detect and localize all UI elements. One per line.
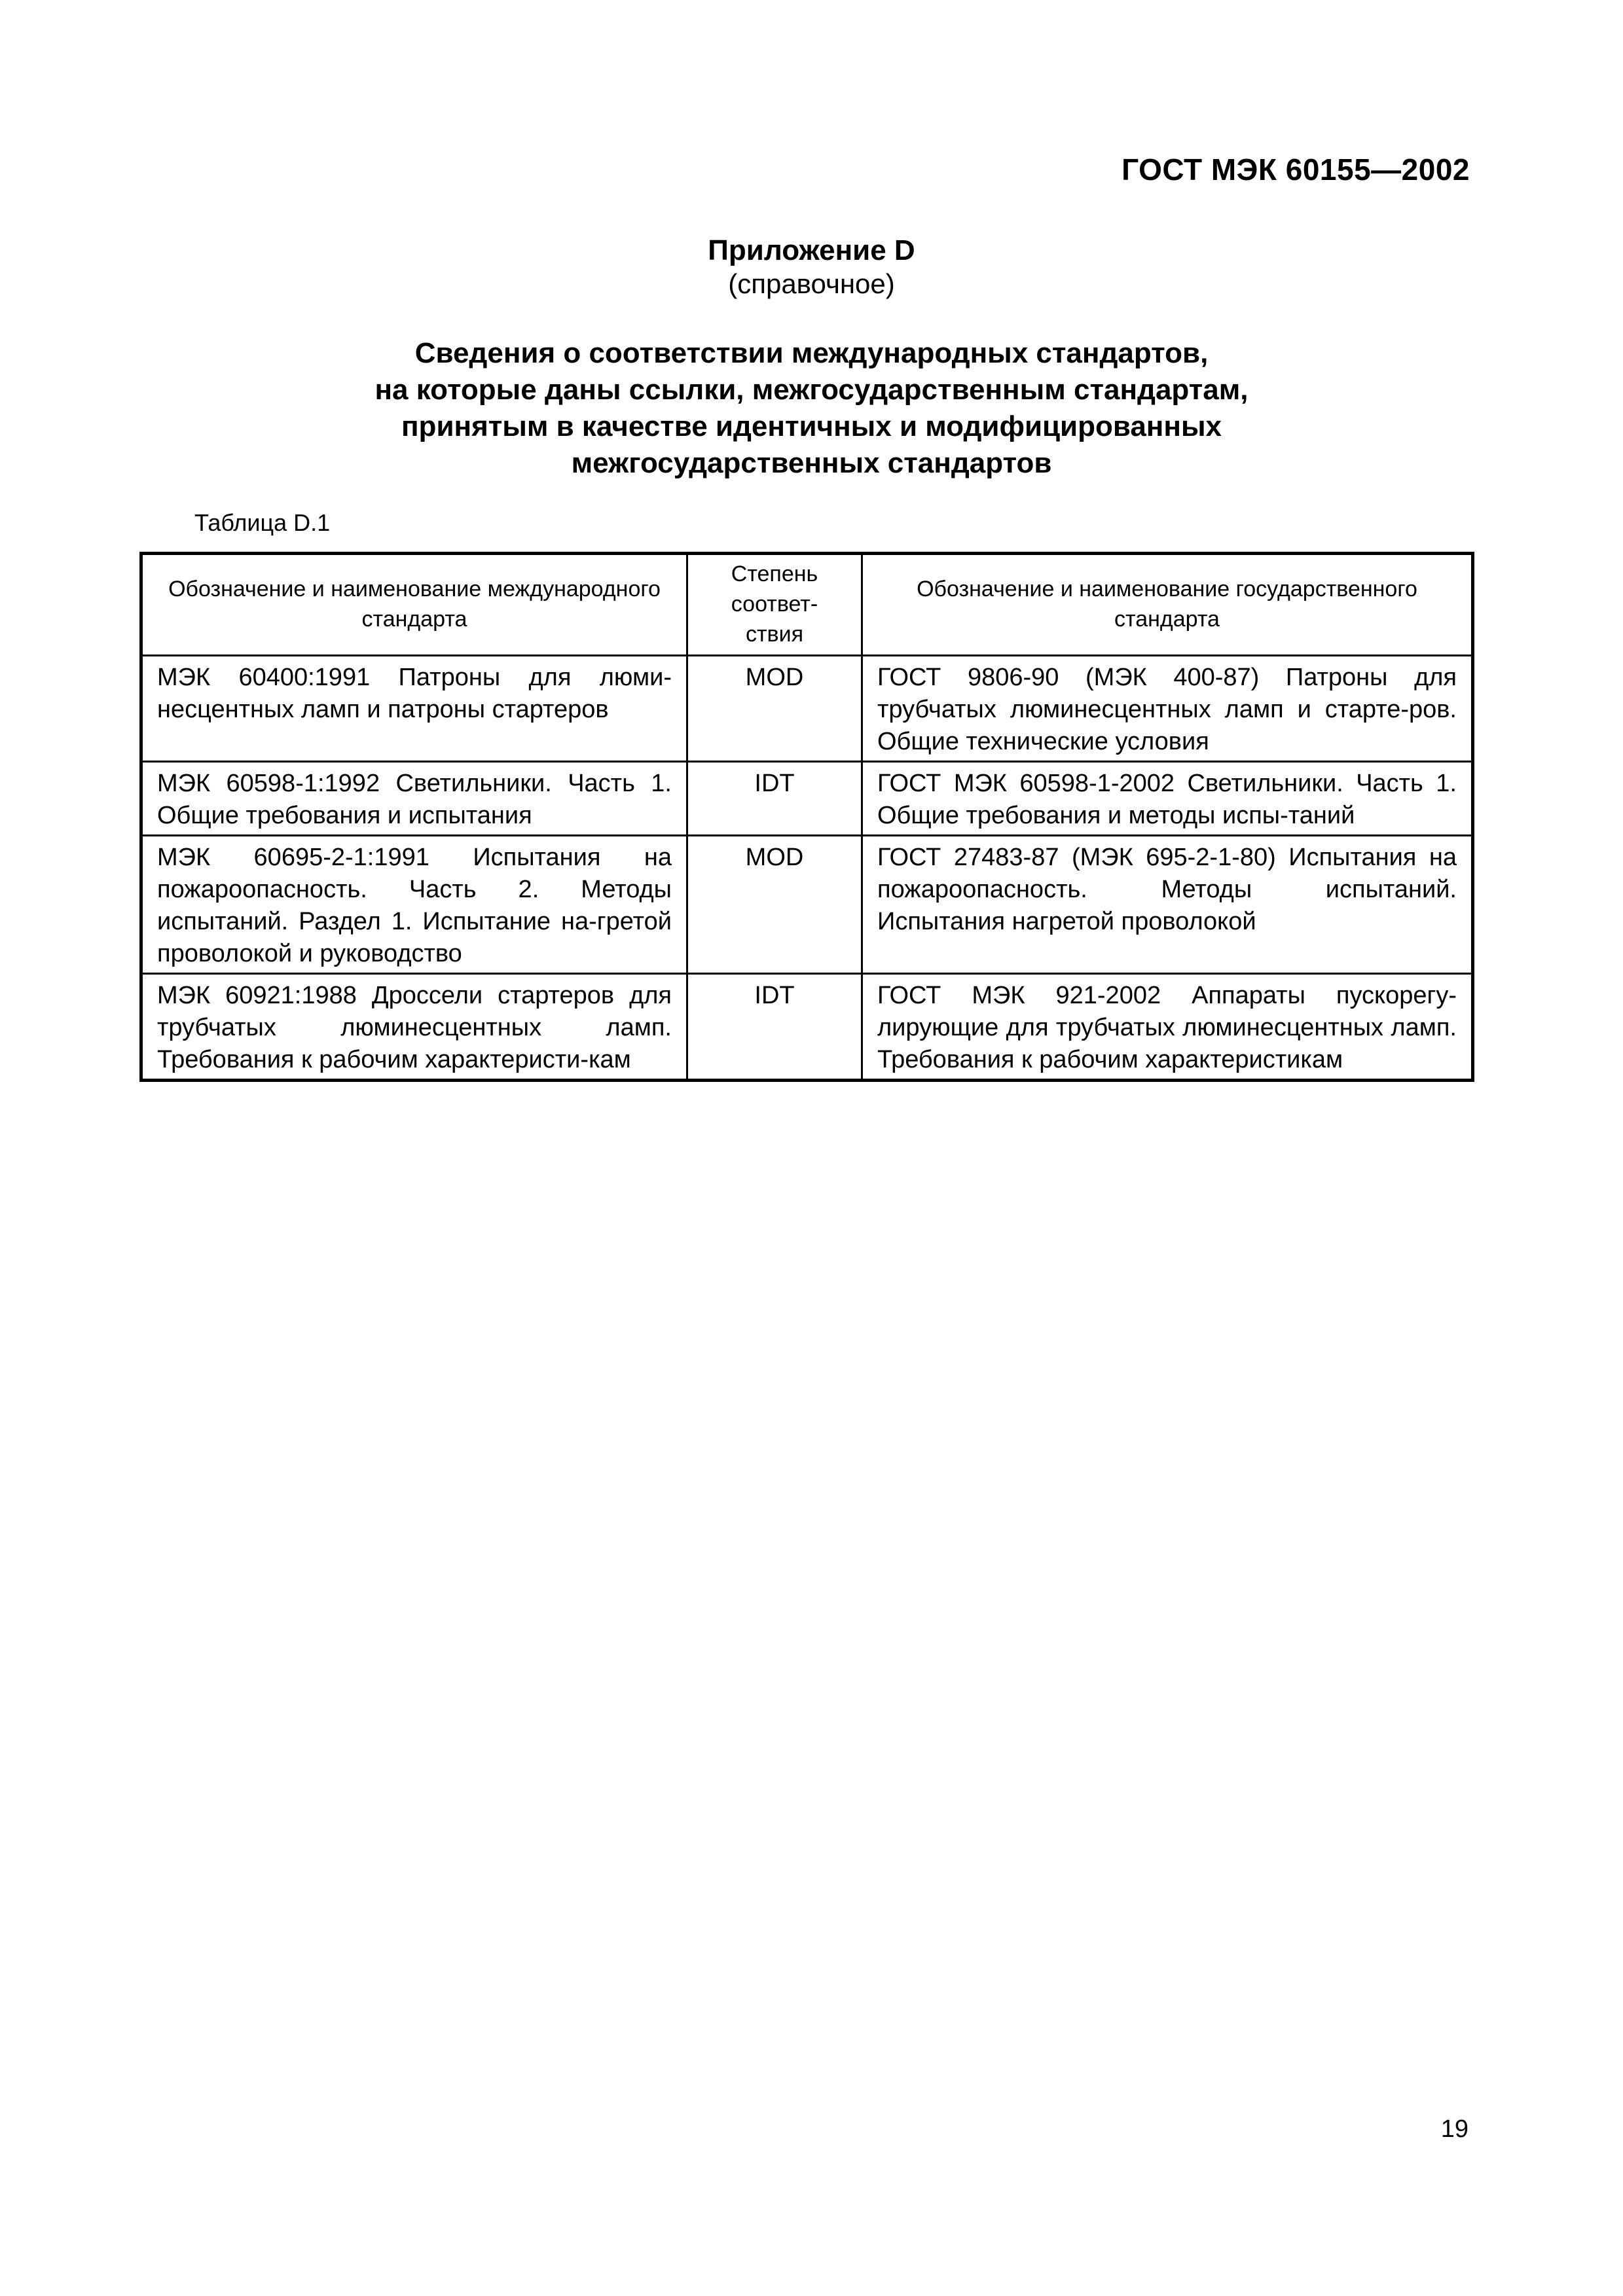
cell-degree: IDT [687, 762, 862, 836]
table-row [141, 974, 1473, 1081]
section-heading [0, 335, 1623, 482]
table-row [141, 836, 1473, 974]
appendix-title: Приложение D [708, 234, 915, 266]
cell-state: ГОСТ 9806-90 (МЭК 400-87) Патроны для трубчатых люминесцентных ламп и старте-ров. Общие технические условия [862, 656, 1473, 762]
cell-international: МЭК 60400:1991 Патроны для люми-несцентных ламп и патроны стартеров [141, 656, 687, 762]
table-caption: Таблица D.1 [194, 509, 331, 536]
cell-international: МЭК 60695-2-1:1991 Испытания на пожароопасность. Часть 2. Методы испытаний. Раздел 1. Испытание на-гретой проволокой и руководство [141, 836, 687, 974]
heading-line: межгосударственных стандартов [571, 447, 1052, 479]
cell-degree: MOD [687, 836, 862, 974]
heading-line: принятым в качестве идентичных и модифицированных [401, 410, 1222, 442]
cell-state: ГОСТ 27483-87 (МЭК 695-2-1-80) Испытания на пожароопасность. Методы испытаний. Испытания нагретой проволокой [862, 836, 1473, 974]
page-number: 19 [1440, 2115, 1468, 2143]
standards-table [139, 552, 1474, 1082]
header-state: Обозначение и наименование государственного стандарта [862, 554, 1473, 656]
document-code: ГОСТ МЭК 60155—2002 [1122, 152, 1470, 187]
cell-state: ГОСТ МЭК 921-2002 Аппараты пускорегу-лирующие для трубчатых люминесцентных ламп. Требования к рабочим характеристикам [862, 974, 1473, 1081]
header-degree [687, 554, 862, 656]
cell-international: МЭК 60598-1:1992 Светильники. Часть 1. Общие требования и испытания [141, 762, 687, 836]
heading-line: Сведения о соответствии международных стандартов, [414, 337, 1209, 369]
cell-international: МЭК 60921:1988 Дроссели стартеров для трубчатых люминесцентных ламп. Требования к рабочим характеристи-кам [141, 974, 687, 1081]
appendix-type: (справочное) [728, 268, 895, 299]
heading-line: на которые даны ссылки, межгосударственным стандартам, [374, 374, 1249, 406]
cell-state: ГОСТ МЭК 60598-1-2002 Светильники. Часть 1. Общие требования и методы испы-таний [862, 762, 1473, 836]
header-international: Обозначение и наименование международного стандарта [141, 554, 687, 656]
table-row [141, 656, 1473, 762]
cell-degree: MOD [687, 656, 862, 762]
header-degree-text: Степень соответ-ствия [731, 562, 818, 647]
cell-degree: IDT [687, 974, 862, 1081]
table-header-row [141, 554, 1473, 656]
table-row [141, 762, 1473, 836]
